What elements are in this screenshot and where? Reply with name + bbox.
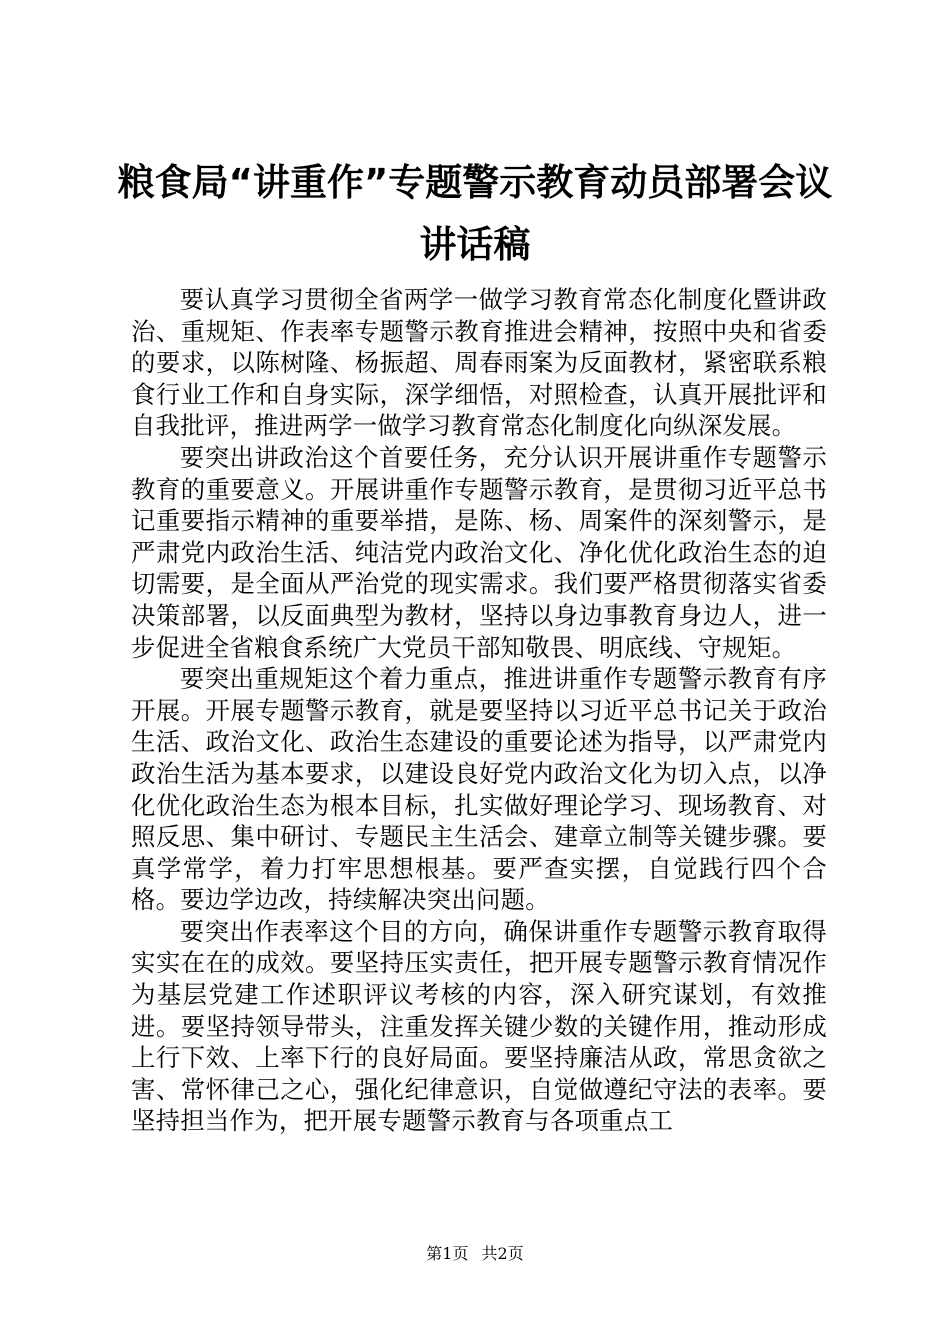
page-number-total: 共2页 [481,1244,524,1263]
page-number-current: 第1页 [426,1244,469,1263]
paragraph-1: 要认真学习贯彻全省两学一做学习教育常态化制度化暨讲政治、重规矩、作表率专题警示教育推进会精神，按照中央和省委的要求，以陈树隆、杨振超、周春雨案为反面教材，紧密联系粮食行业工作和自身实际，深学细悟，对照检查，认真开展批评和自我批评，推进两学一做学习教育常态化制度化向纵深发展。 [131,285,827,441]
document-title-line-1: 粮食局“讲重作”专题警示教育动员部署会议 [117,161,833,204]
paragraph-2: 要突出讲政治这个首要任务，充分认识开展讲重作专题警示教育的重要意义。开展讲重作专题警示教育，是贯彻习近平总书记重要指示精神的重要举措，是陈、杨、周案件的深刻警示，是严肃党内政治生活、纯洁党内政治文化、净化优化政治生态的迫切需要，是全面从严治党的现实需求。我们要严格贯彻落实省委决策部署，以反面典型为教材，坚持以身边事教育身边人，进一步促进全省粮食系统广大党员干部知敬畏、明底线、守规矩。 [131,442,827,662]
paragraph-4: 要突出作表率这个目的方向，确保讲重作专题警示教育取得实实在在的成效。要坚持压实责任，把开展专题警示教育情况作为基层党建工作述职评议考核的内容，深入研究谋划，有效推进。要坚持领导带头，注重发挥关键少数的关键作用，推动形成上行下效、上率下行的良好局面。要坚持廉洁从政，常思贪欲之害、常怀律己之心，强化纪律意识，自觉做遵纪守法的表率。要坚持担当作为，把开展专题警示教育与各项重点工 [131,916,827,1136]
page-footer [0,1244,950,1264]
paragraph-3: 要突出重规矩这个着力重点，推进讲重作专题警示教育有序开展。开展专题警示教育，就是要坚持以习近平总书记关于政治生活、政治文化、政治生态建设的重要论述为指导，以严肃党内政治生活为基本要求，以建设良好党内政治文化为切入点，以净化优化政治生态为根本目标，扎实做好理论学习、现场教育、对照反思、集中研讨、专题民主生活会、建章立制等关键步骤。要真学常学，着力打牢思想根基。要严查实摆，自觉践行四个合格。要边学边改，持续解决突出问题。 [131,664,827,915]
document-body [131,284,827,1137]
document-title-line-2: 讲话稿 [419,223,531,266]
